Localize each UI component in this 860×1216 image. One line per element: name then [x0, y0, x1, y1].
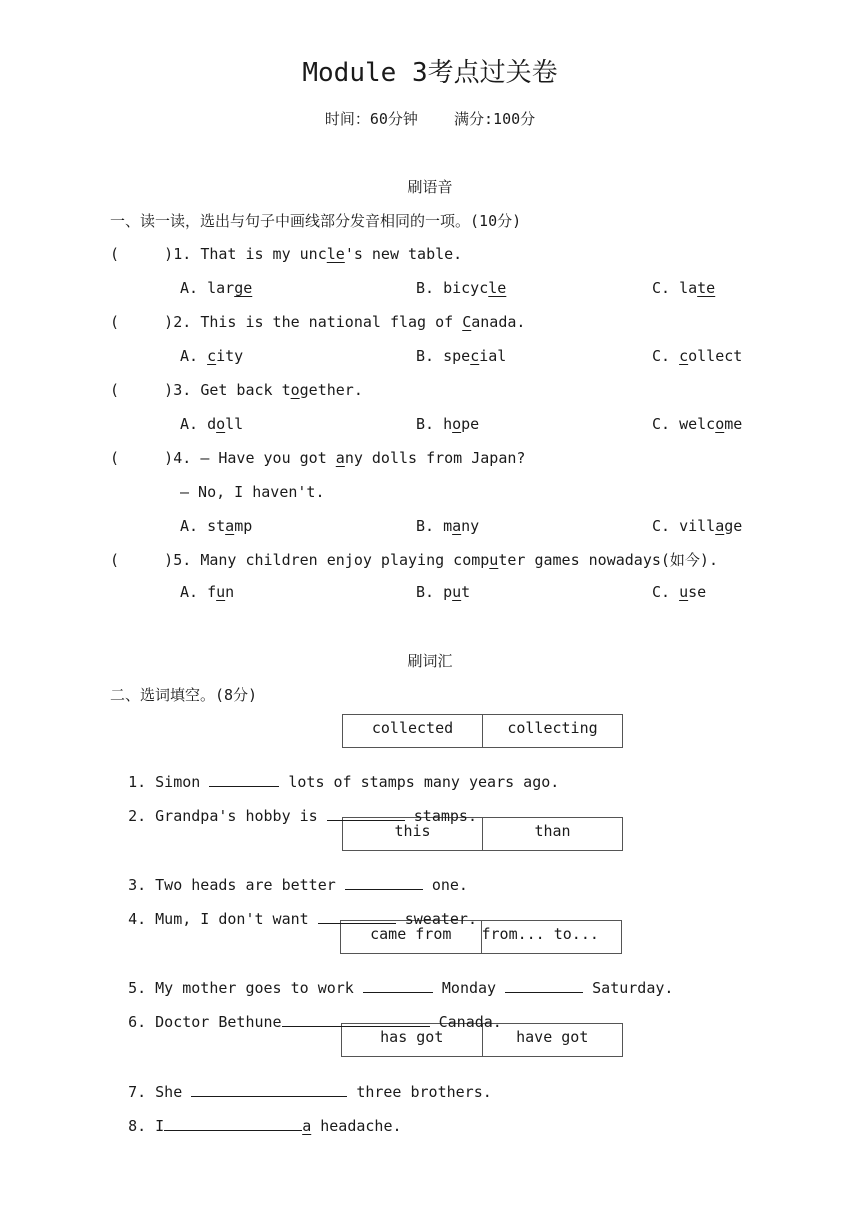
option-text: m — [443, 517, 453, 535]
option-text: ity — [216, 347, 244, 365]
option-letter: A. — [180, 583, 199, 601]
sentence-number: 7. — [128, 1083, 147, 1101]
sentence-text: one. — [431, 876, 468, 894]
underlined-sound: c — [470, 347, 480, 365]
fill-sentence — [110, 788, 477, 825]
sentence-number: 3. — [128, 876, 147, 894]
answer-blank[interactable] — [345, 875, 423, 890]
fill-sentence — [110, 754, 559, 791]
option — [416, 583, 470, 601]
option-letter: B. — [416, 279, 435, 297]
option — [180, 279, 252, 297]
answer-blank[interactable] — [209, 772, 279, 787]
sentence-number: 4. — [128, 910, 147, 928]
question-line — [110, 381, 363, 399]
section-heading-phonics: 刷语音 — [407, 178, 453, 196]
sentence-text: Mum, I don't want — [155, 910, 309, 928]
word-box — [342, 714, 623, 748]
option-letter: B. — [416, 517, 435, 535]
question-text: — Have you got — [200, 449, 336, 467]
fill-sentence — [110, 1098, 402, 1135]
option-text: mp — [234, 517, 253, 535]
option-letter: A. — [180, 415, 199, 433]
underlined-sound: u — [489, 551, 499, 569]
sentence-number: 6. — [128, 1013, 147, 1031]
exam-info: 时间：60分钟 满分:100分 — [324, 110, 536, 128]
underlined-sound: o — [216, 415, 226, 433]
underlined-sound: a — [225, 517, 235, 535]
sentence-text: a — [302, 1117, 312, 1135]
option-letter: C. — [652, 279, 671, 297]
option — [416, 347, 506, 365]
sentence-number: 1. — [128, 773, 147, 791]
answer-bracket[interactable]: ( ) — [110, 313, 174, 331]
option-letter: C. — [652, 583, 671, 601]
option-text: t — [461, 583, 471, 601]
option-text: p — [443, 583, 453, 601]
option-text: welc — [679, 415, 716, 433]
word-box-option: this — [394, 822, 431, 840]
question-text: anada. — [471, 313, 526, 331]
option — [180, 583, 234, 601]
option — [652, 583, 706, 601]
question-number: 3. — [173, 381, 192, 399]
option-text: se — [688, 583, 707, 601]
fill-sentence — [110, 960, 673, 997]
underlined-sound: C — [462, 313, 472, 331]
option-text: pe — [461, 415, 480, 433]
option — [180, 347, 243, 365]
underlined-sound: a — [715, 517, 725, 535]
question-text: That is my unc — [200, 245, 327, 263]
option-letter: B. — [416, 415, 435, 433]
option — [652, 347, 742, 365]
sentence-text: three brothers. — [356, 1083, 492, 1101]
page-title: Module 3考点过关卷 — [302, 58, 558, 88]
option — [180, 415, 243, 433]
answer-blank[interactable] — [363, 978, 433, 993]
sentence-text: lots of stamps many years ago. — [288, 773, 560, 791]
option-text: me — [724, 415, 743, 433]
word-box-option: collected — [371, 719, 454, 737]
answer-bracket[interactable]: ( ) — [110, 449, 174, 467]
option-letter: A. — [180, 279, 199, 297]
option — [180, 517, 252, 535]
option-text: f — [207, 583, 217, 601]
underlined-sound: o — [452, 415, 462, 433]
sentence-text: Saturday. — [592, 979, 674, 997]
underlined-sound: o — [290, 381, 300, 399]
underlined-sound: c — [207, 347, 217, 365]
question-line — [110, 449, 525, 467]
underlined-sound: a — [452, 517, 462, 535]
question-text: Many children enjoy playing comp — [200, 551, 490, 569]
word-box-option: from... to... — [481, 921, 622, 953]
option-letter: B. — [416, 347, 435, 365]
sentence-text: My mother goes to work — [155, 979, 354, 997]
option — [416, 415, 479, 433]
sentence-text: sweater. — [404, 910, 477, 928]
fill-sentence — [110, 891, 477, 928]
question-text: gether. — [299, 381, 363, 399]
word-box-option: has got — [380, 1028, 444, 1046]
word-box-option: than — [482, 818, 622, 850]
underlined-sound: ge — [234, 279, 253, 297]
option-letter: C. — [652, 517, 671, 535]
word-box-option: came from — [370, 925, 452, 943]
option — [652, 517, 742, 535]
option-text: ge — [724, 517, 743, 535]
option — [416, 279, 506, 297]
option-text: la — [679, 279, 698, 297]
option-letter: C. — [652, 415, 671, 433]
option-text: h — [443, 415, 453, 433]
question-line — [110, 313, 525, 331]
underlined-sound: o — [715, 415, 725, 433]
underlined-sound: u — [679, 583, 689, 601]
question-text: ny dolls from Japan? — [344, 449, 526, 467]
underlined-sound: le — [488, 279, 507, 297]
option-letter: A. — [180, 517, 199, 535]
option-text: ll — [225, 415, 244, 433]
sentence-text: She — [155, 1083, 183, 1101]
answer-bracket[interactable]: ( ) — [110, 551, 174, 569]
underlined-sound: c — [679, 347, 689, 365]
option-text: ial — [479, 347, 507, 365]
option-text: vill — [679, 517, 716, 535]
question-text: ter games nowadays(如今). — [498, 551, 718, 569]
question-text: Get back t — [200, 381, 291, 399]
underlined-sound: te — [697, 279, 716, 297]
option — [652, 279, 715, 297]
fill-sentence — [110, 994, 502, 1031]
underlined-sound: u — [216, 583, 226, 601]
sentence-text: headache. — [320, 1117, 402, 1135]
question-number: 4. — [173, 449, 192, 467]
sentence-text: stamps. — [413, 807, 477, 825]
sentence-text: Monday — [441, 979, 497, 997]
option-text: bicyc — [443, 279, 489, 297]
section-instruction-vocabulary: 二、选词填空。(8分) — [110, 686, 258, 704]
option-text: lar — [207, 279, 235, 297]
option-text: st — [207, 517, 226, 535]
sentence-number: 5. — [128, 979, 147, 997]
option-text: n — [225, 583, 235, 601]
answer-blank[interactable] — [164, 1116, 302, 1131]
option-text: d — [207, 415, 217, 433]
answer-blank[interactable] — [318, 909, 396, 924]
answer-blank[interactable] — [191, 1082, 347, 1097]
underlined-sound: a — [335, 449, 345, 467]
option — [416, 517, 479, 535]
sentence-text: Doctor Bethune — [155, 1013, 282, 1031]
sentence-text: Simon — [155, 773, 201, 791]
question-number: 2. — [173, 313, 192, 331]
option-letter: A. — [180, 347, 199, 365]
question-text: This is the national flag of — [200, 313, 463, 331]
sentence-text: Two heads are better — [155, 876, 336, 894]
sentence-text: Grandpa's hobby is — [155, 807, 318, 825]
question-number: 5. — [173, 551, 192, 569]
question-number: 1. — [173, 245, 192, 263]
sentence-number: 8. — [128, 1117, 147, 1135]
question-text: 's new table. — [344, 245, 463, 263]
word-box-option: have got — [482, 1024, 623, 1056]
question-line — [110, 245, 462, 263]
option-letter: C. — [652, 347, 671, 365]
word-box-option: collecting — [482, 715, 622, 747]
sentence-text: I — [155, 1117, 165, 1135]
section-instruction-phonics: 一、读一读，选出与句子中画线部分发音相同的一项。(10分) — [110, 212, 522, 230]
fill-sentence — [110, 857, 468, 894]
option — [652, 415, 742, 433]
underlined-sound: le — [326, 245, 345, 263]
answer-bracket[interactable]: ( ) — [110, 245, 174, 263]
sentence-number: 2. — [128, 807, 147, 825]
fill-sentence — [110, 1064, 492, 1101]
answer-blank[interactable] — [282, 1012, 430, 1027]
question-line — [110, 549, 718, 570]
option-letter: B. — [416, 583, 435, 601]
underlined-sound: u — [452, 583, 462, 601]
option-text: ny — [461, 517, 480, 535]
answer-blank[interactable] — [327, 806, 405, 821]
answer-blank[interactable] — [505, 978, 583, 993]
option-text: ollect — [688, 347, 743, 365]
dialogue-response: — No, I haven't. — [180, 483, 325, 501]
answer-bracket[interactable]: ( ) — [110, 381, 174, 399]
section-heading-vocabulary: 刷词汇 — [407, 652, 453, 670]
sentence-text: Canada. — [438, 1013, 502, 1031]
option-text: spe — [443, 347, 471, 365]
